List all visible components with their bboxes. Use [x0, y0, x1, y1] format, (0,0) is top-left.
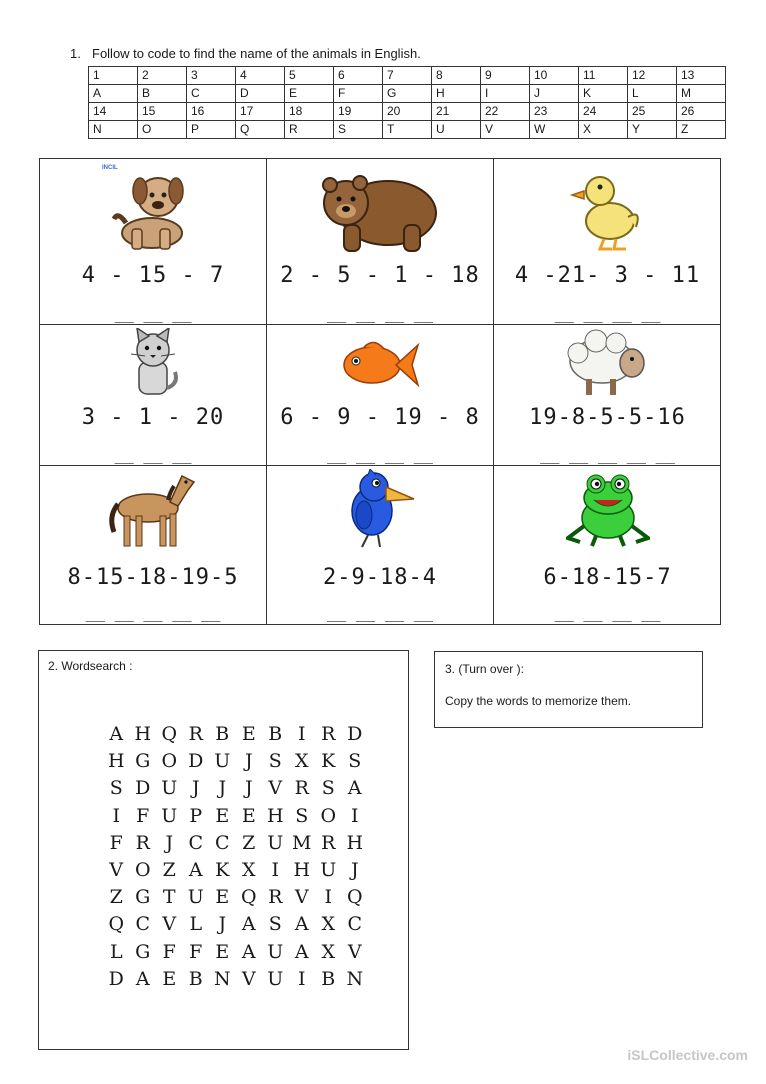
- wordsearch-letter: Z: [162, 858, 176, 881]
- answer-blanks: __ __ __ __ __: [85, 603, 221, 622]
- clue-text: 19-8-5-5-16: [529, 405, 686, 430]
- wordsearch-letter: V: [294, 886, 309, 909]
- wordsearch-letter: R: [188, 723, 203, 745]
- code-table-cell: Z: [677, 121, 726, 139]
- turn-over-title: 3. (Turn over ):: [445, 662, 524, 676]
- wordsearch-letter: J: [218, 913, 227, 936]
- code-table-row: [89, 67, 726, 85]
- wordsearch-letter: B: [321, 967, 336, 990]
- code-table-cell: Y: [628, 121, 677, 139]
- wordsearch-letter: U: [161, 777, 178, 800]
- wordsearch-letter: A: [135, 967, 150, 990]
- horse-icon: [40, 468, 266, 552]
- wordsearch-letter: D: [135, 777, 151, 800]
- wordsearch-letter: Q: [108, 913, 125, 936]
- wordsearch-letter: L: [189, 913, 203, 936]
- code-table-cell: 3: [187, 67, 236, 85]
- code-table-cell: P: [187, 121, 236, 139]
- wordsearch-letter: S: [268, 913, 282, 936]
- sheep-icon: [494, 327, 721, 401]
- wordsearch-letter: I: [350, 804, 359, 827]
- wordsearch-letter: C: [347, 913, 363, 936]
- wordsearch-letter: F: [189, 940, 203, 963]
- code-table-cell: A: [89, 85, 138, 103]
- clue-text: 3 - 1 - 20: [81, 405, 225, 430]
- wordsearch-letter: J: [218, 777, 227, 800]
- wordsearch-letter: R: [135, 831, 150, 854]
- code-table-row: [89, 121, 726, 139]
- wordsearch-letter: C: [188, 831, 204, 854]
- wordsearch-letter: I: [112, 804, 120, 827]
- duck-icon: [494, 165, 721, 257]
- wordsearch-letter: H: [107, 750, 125, 773]
- code-table-cell: 16: [187, 103, 236, 121]
- instruction: [70, 46, 421, 61]
- code-table-cell: 17: [236, 103, 285, 121]
- wordsearch-row: [103, 941, 368, 968]
- wordsearch-letter: S: [321, 777, 335, 800]
- wordsearch-letter: U: [267, 940, 284, 963]
- code-table-cell: U: [432, 121, 481, 139]
- turn-over-box: [434, 651, 703, 728]
- instruction-number: 1.: [70, 46, 81, 61]
- code-table-cell: O: [138, 121, 187, 139]
- wordsearch-letter: S: [109, 777, 123, 800]
- wordsearch-letter: Q: [240, 886, 257, 909]
- wordsearch-letter: J: [350, 858, 359, 881]
- animal-card-fish: [267, 325, 494, 466]
- code-table-cell: I: [481, 85, 530, 103]
- wordsearch-letter: B: [268, 723, 283, 745]
- code-table-cell: C: [187, 85, 236, 103]
- code-table-cell: X: [579, 121, 628, 139]
- wordsearch-letter: N: [346, 967, 364, 990]
- wordsearch-letter: A: [294, 913, 309, 936]
- wordsearch-letter: C: [214, 831, 230, 854]
- wordsearch-letter: A: [347, 777, 362, 800]
- animal-card-frog: [494, 466, 721, 624]
- wordsearch-row: [103, 886, 368, 913]
- wordsearch-letter: X: [321, 940, 336, 963]
- wordsearch-letter: J: [244, 777, 253, 800]
- code-table-row: [89, 103, 726, 121]
- wordsearch-row: [103, 859, 368, 886]
- answer-blanks: __ __ __ __: [327, 304, 433, 323]
- answer-blanks: __ __ __: [114, 445, 192, 464]
- wordsearch-letter: U: [267, 967, 284, 990]
- code-table-cell: F: [334, 85, 383, 103]
- wordsearch-letter: E: [241, 804, 256, 827]
- code-table-cell: 12: [628, 67, 677, 85]
- wordsearch-letter: I: [297, 723, 306, 745]
- clue-text: 8-15-18-19-5: [67, 565, 239, 590]
- frog-icon: [494, 468, 721, 552]
- code-table-cell: 24: [579, 103, 628, 121]
- answer-blanks: __ __ __ __: [554, 304, 661, 323]
- animal-grid: [39, 158, 721, 625]
- wordsearch-letter: S: [348, 750, 362, 773]
- wordsearch-letter: S: [268, 750, 282, 773]
- instruction-text: Follow to code to find the name of the animals in English.: [92, 46, 421, 61]
- animal-card-duck: [494, 159, 721, 325]
- code-table-cell: H: [432, 85, 481, 103]
- code-table-cell: V: [481, 121, 530, 139]
- clue-text: 6 - 9 - 19 - 8: [280, 405, 480, 430]
- code-table-cell: G: [383, 85, 432, 103]
- clue-text: 4 - 15 - 7: [81, 263, 225, 288]
- wordsearch-letter: J: [165, 831, 174, 854]
- clue-text: 2-9-18-4: [323, 565, 437, 590]
- wordsearch-box: [38, 650, 409, 1050]
- answer-blanks: __ __ __ __: [327, 603, 433, 622]
- code-table-cell: 10: [530, 67, 579, 85]
- wordsearch-letter: R: [268, 886, 283, 909]
- code-table-cell: L: [628, 85, 677, 103]
- wordsearch-letter: A: [241, 913, 256, 936]
- wordsearch-letter: M: [292, 831, 312, 854]
- code-table-cell: 26: [677, 103, 726, 121]
- wordsearch-letter: O: [161, 750, 178, 773]
- wordsearch-title: 2. Wordsearch :: [48, 659, 133, 673]
- wordsearch-letter: J: [191, 777, 200, 800]
- wordsearch-letter: D: [347, 723, 363, 745]
- code-table-cell: S: [334, 121, 383, 139]
- turn-over-text: Copy the words to memorize them.: [445, 694, 632, 708]
- wordsearch-letter: O: [134, 858, 151, 881]
- wordsearch-letter: A: [109, 723, 124, 745]
- code-table-cell: N: [89, 121, 138, 139]
- code-table-cell: 4: [236, 67, 285, 85]
- clue-text: 2 - 5 - 1 - 18: [280, 263, 480, 288]
- code-table-cell: 14: [89, 103, 138, 121]
- code-table-cell: 1: [89, 67, 138, 85]
- wordsearch-letter: F: [162, 940, 176, 963]
- wordsearch-letter: U: [214, 750, 231, 773]
- code-table-cell: 11: [579, 67, 628, 85]
- cat-icon: [40, 327, 266, 401]
- wordsearch-letter: E: [162, 967, 177, 990]
- code-table-cell: 9: [481, 67, 530, 85]
- code-table-cell: D: [236, 85, 285, 103]
- wordsearch-letter: D: [188, 750, 204, 773]
- code-table-cell: 8: [432, 67, 481, 85]
- wordsearch-row: [103, 968, 368, 995]
- wordsearch-letter: P: [189, 804, 203, 827]
- code-table-cell: Q: [236, 121, 285, 139]
- wordsearch-letter: S: [295, 804, 309, 827]
- wordsearch-letter: I: [271, 858, 279, 881]
- wordsearch-letter: U: [267, 831, 284, 854]
- answer-blanks: __ __ __ __: [554, 603, 661, 622]
- wordsearch-letter: O: [320, 804, 337, 827]
- code-table-cell: 5: [285, 67, 334, 85]
- code-table-cell: T: [383, 121, 432, 139]
- wordsearch-letter: Z: [242, 831, 256, 854]
- code-table-cell: 18: [285, 103, 334, 121]
- answer-blanks: __ __ __ __ __: [540, 445, 675, 464]
- code-table-cell: 20: [383, 103, 432, 121]
- wordsearch-letter: U: [161, 804, 178, 827]
- wordsearch-letter: J: [244, 750, 253, 773]
- wordsearch-letter: V: [109, 858, 124, 881]
- wordsearch-letter: F: [136, 804, 150, 827]
- animal-card-dog: [40, 159, 267, 325]
- wordsearch-letter: R: [321, 831, 336, 854]
- wordsearch-letter: H: [266, 804, 284, 827]
- wordsearch-letter: I: [324, 886, 332, 909]
- code-table-cell: 13: [677, 67, 726, 85]
- animal-card-horse: [40, 466, 267, 624]
- wordsearch-letter: U: [187, 886, 204, 909]
- wordsearch-letter: V: [268, 777, 283, 800]
- code-table-row: [89, 85, 726, 103]
- answer-blanks: __ __ __ __: [327, 445, 433, 464]
- wordsearch-row: [103, 750, 368, 777]
- code-table-cell: M: [677, 85, 726, 103]
- code-table-cell: K: [579, 85, 628, 103]
- fish-icon: [267, 327, 493, 401]
- animal-card-bear: [267, 159, 494, 325]
- clue-text: 4 -21- 3 - 11: [514, 263, 701, 288]
- wordsearch-letter: V: [241, 967, 256, 990]
- wordsearch-letter: X: [241, 858, 256, 881]
- wordsearch-letter: A: [294, 940, 309, 963]
- wordsearch-letter: D: [108, 967, 124, 990]
- code-table-cell: R: [285, 121, 334, 139]
- wordsearch-row: [103, 832, 368, 859]
- code-table: [88, 66, 726, 139]
- code-table-cell: 22: [481, 103, 530, 121]
- wordsearch-letter: A: [241, 940, 256, 963]
- wordsearch-letter: E: [241, 723, 256, 745]
- wordsearch-letter: G: [135, 750, 151, 773]
- code-table-cell: B: [138, 85, 187, 103]
- wordsearch-letter: K: [321, 750, 336, 773]
- wordsearch-letter: I: [297, 967, 306, 990]
- code-table-cell: 25: [628, 103, 677, 121]
- wordsearch-row: [103, 805, 368, 832]
- wordsearch-letter: L: [109, 940, 123, 963]
- wordsearch-letter: U: [320, 858, 337, 881]
- wordsearch-letter: B: [188, 967, 203, 990]
- wordsearch-letter: B: [215, 723, 230, 745]
- code-table-cell: W: [530, 121, 579, 139]
- code-table-cell: J: [530, 85, 579, 103]
- wordsearch-letter: X: [294, 750, 309, 773]
- wordsearch-grid: [103, 723, 368, 995]
- code-table-cell: 2: [138, 67, 187, 85]
- wordsearch-letter: R: [294, 777, 309, 800]
- code-table-cell: 15: [138, 103, 187, 121]
- wordsearch-letter: E: [215, 940, 230, 963]
- wordsearch-letter: H: [293, 858, 311, 881]
- animal-card-cat: [40, 325, 267, 466]
- wordsearch-letter: H: [134, 723, 152, 745]
- animal-card-sheep: [494, 325, 721, 466]
- wordsearch-letter: G: [135, 940, 151, 963]
- watermark: iSLCollective.com: [627, 1047, 748, 1063]
- wordsearch-letter: Z: [109, 886, 123, 909]
- wordsearch-letter: V: [162, 913, 177, 936]
- wordsearch-letter: Q: [346, 886, 363, 909]
- code-table-cell: 7: [383, 67, 432, 85]
- dog-icon: [40, 165, 266, 257]
- code-table-cell: E: [285, 85, 334, 103]
- wordsearch-row: [103, 723, 368, 750]
- clue-text: 6-18-15-7: [543, 565, 672, 590]
- wordsearch-letter: N: [213, 967, 231, 990]
- wordsearch-letter: G: [135, 886, 151, 909]
- bird-icon: [267, 468, 493, 552]
- wordsearch-letter: E: [215, 886, 230, 909]
- picture-tag: INCIL: [102, 165, 118, 171]
- wordsearch-letter: H: [346, 831, 364, 854]
- wordsearch-letter: X: [321, 913, 336, 936]
- wordsearch-letter: C: [135, 913, 151, 936]
- code-table-cell: 19: [334, 103, 383, 121]
- wordsearch-letter: E: [215, 804, 230, 827]
- code-table-cell: 21: [432, 103, 481, 121]
- answer-blanks: __ __ __: [114, 304, 192, 323]
- wordsearch-row: [103, 913, 368, 940]
- bear-icon: [267, 165, 493, 257]
- wordsearch-letter: A: [188, 858, 203, 881]
- wordsearch-letter: Q: [161, 723, 178, 745]
- wordsearch-row: [103, 777, 368, 804]
- code-table-cell: 23: [530, 103, 579, 121]
- wordsearch-letter: V: [347, 940, 362, 963]
- wordsearch-letter: K: [215, 858, 230, 881]
- wordsearch-letter: T: [162, 886, 176, 909]
- wordsearch-letter: R: [321, 723, 336, 745]
- wordsearch-letter: F: [109, 831, 123, 854]
- code-table-cell: 6: [334, 67, 383, 85]
- animal-card-bird: [267, 466, 494, 624]
